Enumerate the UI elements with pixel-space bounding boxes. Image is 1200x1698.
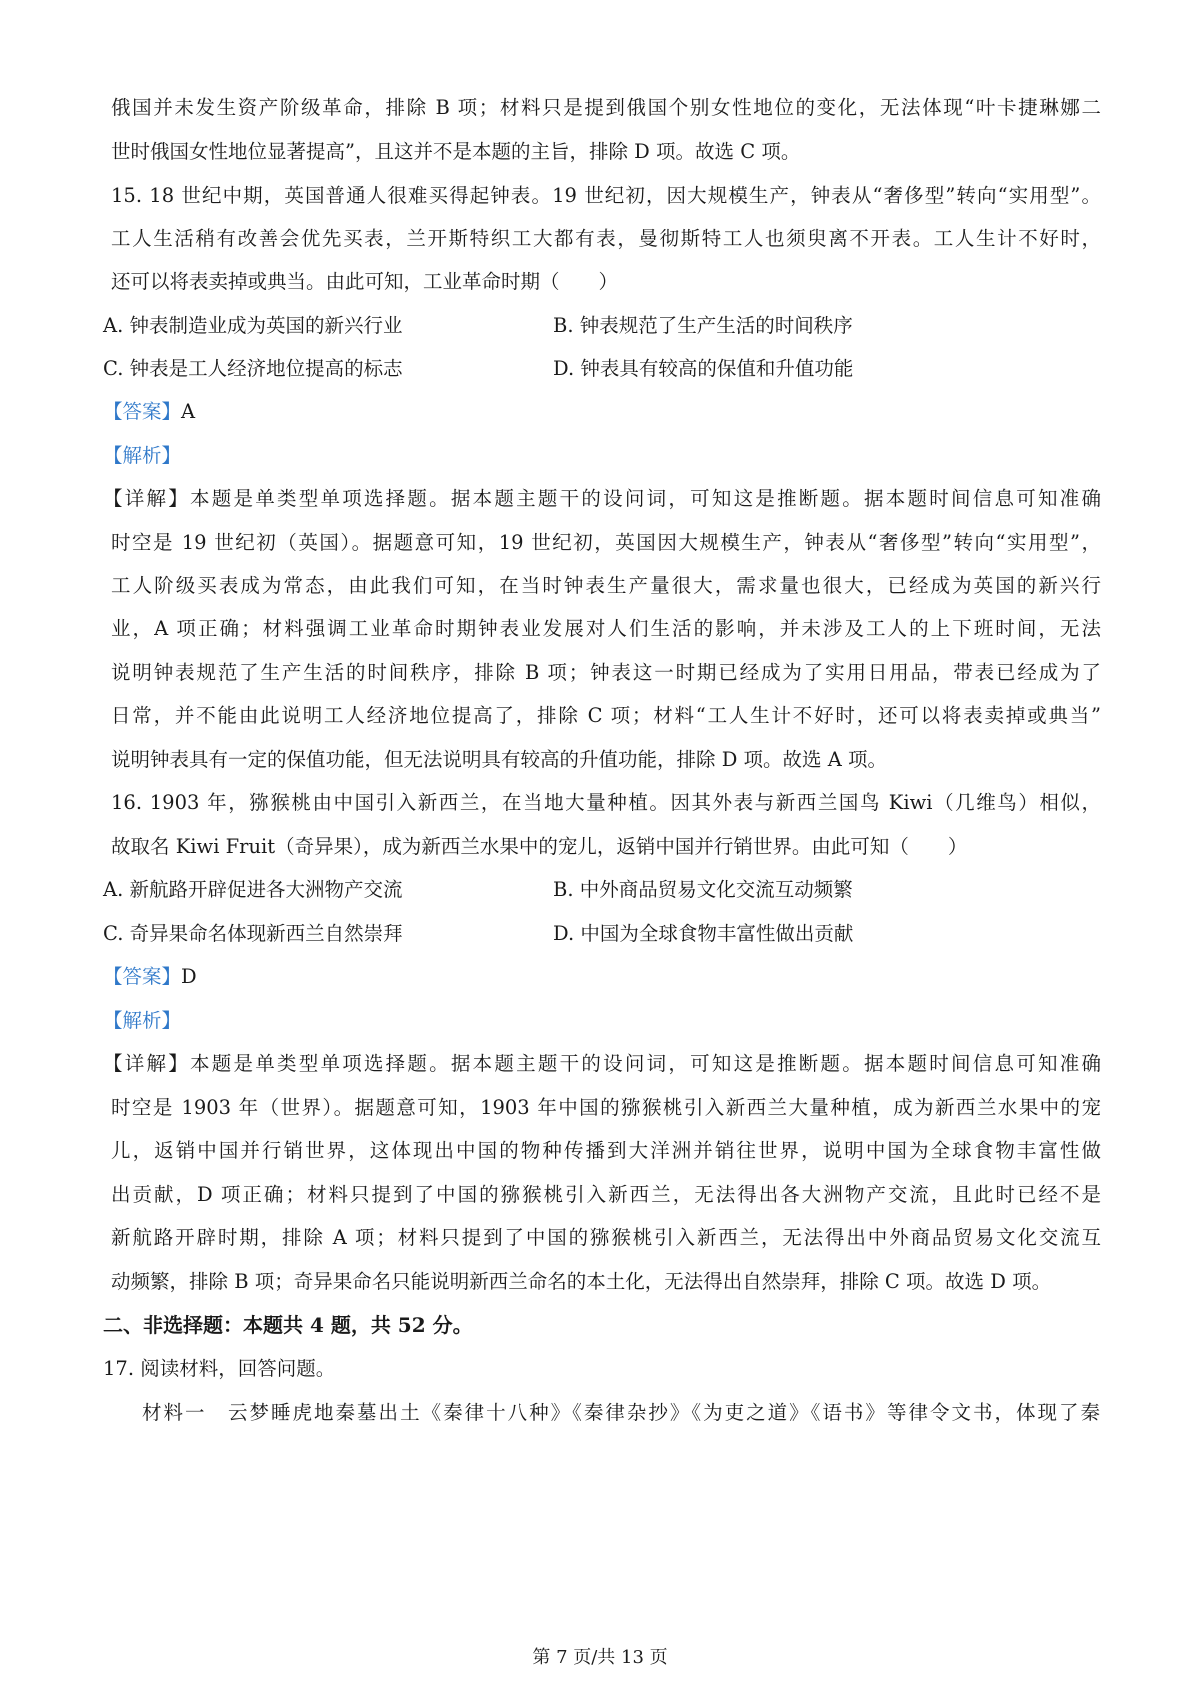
q16-stem-line: 故取名 Kiwi Fruit（奇异果），成为新西兰水果中的宠儿，返销中国并行销世界。由此可知（ ） [111, 835, 968, 858]
prev-explanation-line: 世时俄国女性地位显著提高”，且这并不是本题的主旨，排除 D 项。故选 C 项。 [111, 140, 801, 163]
q15-answer [103, 397, 195, 427]
q15-detail-line: 工人阶级买表成为常态，由此我们可知，在当时钟表生产量很大，需求量也很大，已经成为英国的新兴行 [111, 574, 1101, 597]
detail-text: 本题是单类型单项选择题。据本题主题干的设问词，可知这是推断题。据本题时间信息可知准确 [189, 1052, 1101, 1075]
q15-detail-line: 说明钟表规范了生产生活的时间秩序，排除 B 项；钟表这一时期已经成为了实用日用品，带表已经成为了 [111, 661, 1101, 684]
answer-label: 【答案】 [103, 400, 182, 423]
q16-option-b: B. 中外商品贸易文化交流互动频繁 [553, 878, 853, 901]
q15-option-c: C. 钟表是工人经济地位提高的标志 [103, 357, 403, 380]
page-footer: 第 7 页/共 13 页 [532, 1647, 668, 1668]
q16-analysis-label: 【解析】 [103, 1009, 182, 1032]
q16-stem-line: 16. 1903 年，猕猴桃由中国引入新西兰，在当地大量种植。因其外表与新西兰国鸟 Kiwi（几维鸟）相似， [111, 791, 1101, 814]
detail-text: 本题是单类型单项选择题。据本题主题干的设问词，可知这是推断题。据本题时间信息可知准确 [189, 487, 1101, 510]
detail-label: 【详解】 [103, 1052, 190, 1075]
q15-option-a: A. 钟表制造业成为英国的新兴行业 [103, 314, 403, 337]
q15-detail-line: 说明钟表具有一定的保值功能，但无法说明具有较高的升值功能，排除 D 项。故选 A 项。 [111, 748, 888, 771]
q15-stem-line: 工人生活稍有改善会优先买表，兰开斯特织工大都有表，曼彻斯特工人也须臾离不开表。工人生计不好时， [111, 227, 1101, 250]
answer-value: D [181, 965, 197, 988]
section-heading: 二、非选择题：本题共 4 题，共 52 分。 [103, 1313, 473, 1337]
q16-detail-line [103, 1049, 1101, 1079]
q16-answer [103, 962, 197, 992]
answer-label: 【答案】 [103, 965, 182, 988]
answer-value: A [181, 400, 196, 423]
q15-stem-line: 15. 18 世纪中期，英国普通人很难买得起钟表。19 世纪初，因大规模生产，钟表从“奢侈型”转向“实用型”。 [111, 184, 1101, 207]
q16-detail-line: 新航路开辟时期，排除 A 项；材料只提到了中国的猕猴桃引入新西兰，无法得出中外商品贸易文化交流互 [111, 1226, 1101, 1249]
q15-detail-line [103, 484, 1101, 514]
q16-detail-line: 时空是 1903 年（世界）。据题意可知，1903 年中国的猕猴桃引入新西兰大量种植，成为新西兰水果中的宠 [111, 1096, 1101, 1119]
q17-stem: 17. 阅读材料，回答问题。 [103, 1357, 336, 1380]
q15-option-b: B. 钟表规范了生产生活的时间秩序 [553, 314, 853, 337]
q15-detail-line: 业，A 项正确；材料强调工业革命时期钟表业发展对人们生活的影响，并未涉及工人的上下班时间，无法 [111, 617, 1101, 640]
q16-option-c: C. 奇异果命名体现新西兰自然崇拜 [103, 922, 403, 945]
q15-detail-line: 时空是 19 世纪初（英国）。据题意可知，19 世纪初，英国因大规模生产，钟表从“奢侈型”转向“实用型”， [111, 531, 1101, 554]
q16-option-a: A. 新航路开辟促进各大洲物产交流 [103, 878, 403, 901]
q15-detail-line: 日常，并不能由此说明工人经济地位提高了，排除 C 项；材料“工人生计不好时，还可以将表卖掉或典当” [111, 704, 1101, 727]
q16-detail-line: 儿，返销中国并行销世界，这体现出中国的物种传播到大洋洲并销往世界，说明中国为全球食物丰富性做 [111, 1139, 1101, 1162]
detail-label: 【详解】 [103, 487, 190, 510]
q15-analysis-label: 【解析】 [103, 444, 182, 467]
prev-explanation-line: 俄国并未发生资产阶级革命，排除 B 项；材料只是提到俄国个别女性地位的变化，无法体现“叶卡捷琳娜二 [111, 96, 1101, 119]
q16-detail-line: 出贡献，D 项正确；材料只提到了中国的猕猴桃引入新西兰，无法得出各大洲物产交流，且此时已经不是 [111, 1183, 1101, 1206]
q17-material-line: 材料一 云梦睡虎地秦墓出土《秦律十八种》《秦律杂抄》《为吏之道》《语书》等律令文书，体现了秦 [142, 1401, 1101, 1424]
q16-detail-line: 动频繁，排除 B 项；奇异果命名只能说明新西兰命名的本土化，无法得出自然崇拜，排除 C 项。故选 D 项。 [111, 1270, 1052, 1293]
q15-option-d: D. 钟表具有较高的保值和升值功能 [553, 357, 854, 380]
q15-stem-line: 还可以将表卖掉或典当。由此可知，工业革命时期（ ） [111, 270, 619, 293]
q16-option-d: D. 中国为全球食物丰富性做出贡献 [553, 922, 854, 945]
